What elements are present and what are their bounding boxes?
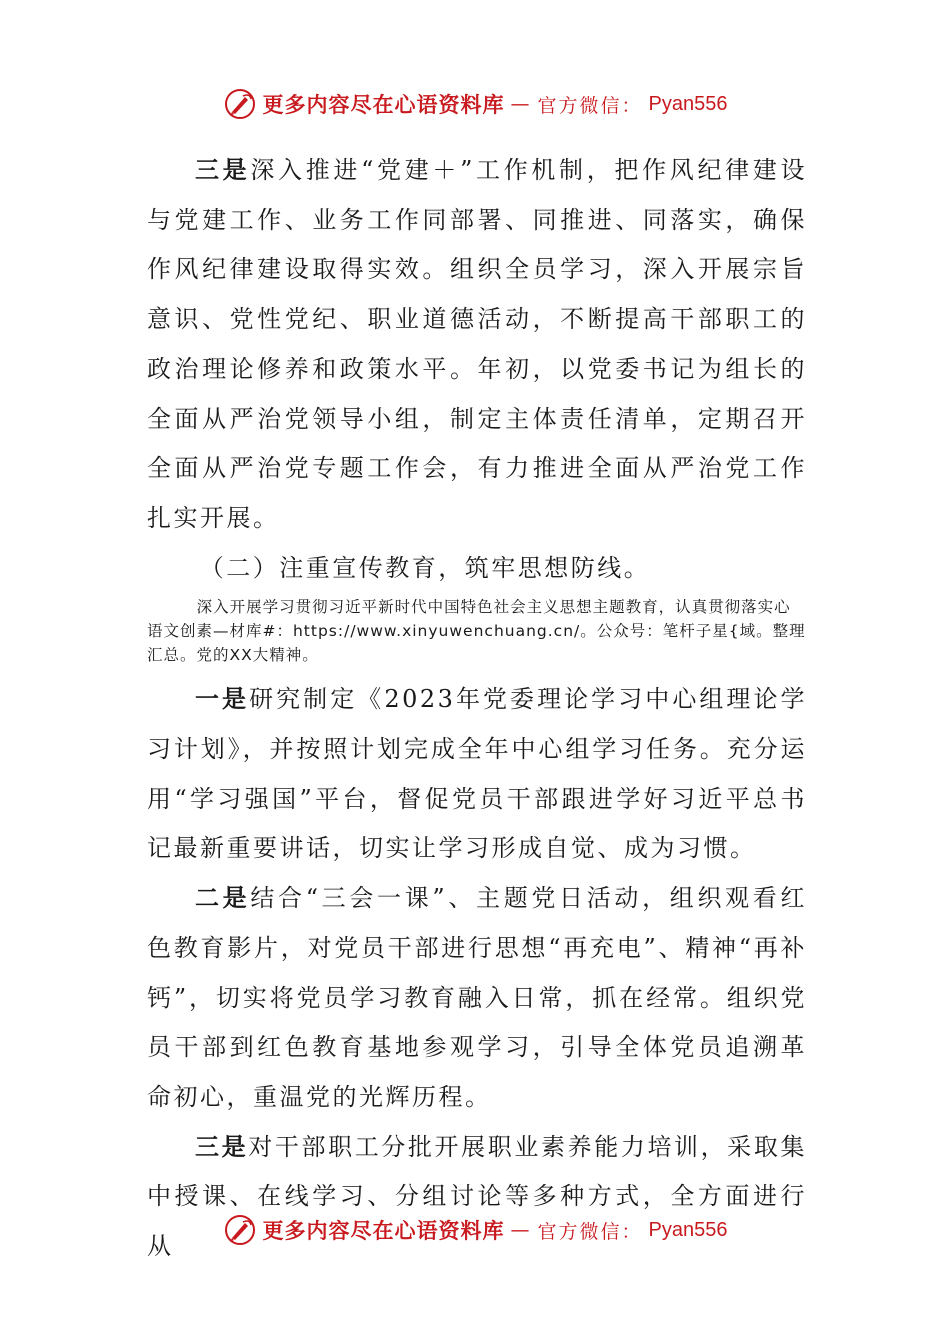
paragraph-2 <box>147 675 807 874</box>
footer-watermark <box>0 1210 950 1250</box>
section-heading: （二）注重宣传教育，筑牢思想防线。 <box>199 553 651 582</box>
watermark-brand: 更多内容尽在心语资料库 <box>262 92 505 117</box>
paragraph-3-lead: 二是 <box>195 884 251 913</box>
paragraph-4-text: 对干部职工分批开展职业素养能力培训，采取集中授课、在线学习、分组讨论等多种方式，全方面进行从 <box>147 1132 808 1261</box>
watermark-official-label: 官方微信： <box>537 1220 643 1243</box>
paragraph-4-lead: 三是 <box>195 1132 249 1161</box>
paragraph-1-lead: 三是 <box>195 156 251 184</box>
paragraph-2-lead: 一是 <box>195 685 250 714</box>
pen-nib-logo-icon <box>223 1213 257 1247</box>
pen-nib-logo-icon <box>223 87 257 121</box>
watermark-dash: — <box>510 1219 532 1241</box>
watermark-official-label: 官方微信： <box>537 94 643 117</box>
paragraph-2-text: 研究制定《2023年党委理论学习中心组理论学习计划》，并按照计划完成全年中心组学习任务。充分运用“学习强国”平台，督促党员干部跟进学好习近平总书记最新重要讲话，切实让学习形成自觉、成为习惯。 <box>147 685 808 863</box>
watermark-dash: — <box>510 93 532 115</box>
paragraph-1 <box>147 146 807 544</box>
paragraph-1-text: 深入推进“党建＋”工作机制，把作风纪律建设与党建工作、业务工作同部署、同推进、同落实，确保作风纪律建设取得实效。组织全员学习，深入开展宗旨意识、党性党纪、职业道德活动，不断提高干部职工的政治理论修养和政策水平。年初，以党委书记为组长的全面从严治党领导小组，制定主体责任清单，定期召开全面从严治党专题工作会，有力推进全面从严治党工作扎实开展。 <box>147 156 807 532</box>
watermark-wechat-id: Pyan556 <box>648 1218 728 1241</box>
inserted-note: 深入开展学习贯彻习近平新时代中国特色社会主义思想主题教育，认真贯彻落实心语文创素—材库#：https://www.xinyuwenchuang.cn/。公众号：笔杆子星{域。整理汇总。党的XX大精神。 <box>147 598 806 665</box>
watermark-wechat-id: Pyan556 <box>648 92 728 115</box>
paragraph-3-text: 结合“三会一课”、主题党日活动，组织观看红色教育影片，对党员干部进行思想“再充电”、精神“再补钙”，切实将党员学习教育融入日常，抓在经常。组织党员干部到红色教育基地参观学习，引导全体党员追溯革命初心，重温党的光辉历程。 <box>147 884 807 1111</box>
watermark-brand: 更多内容尽在心语资料库 <box>262 1218 505 1243</box>
header-watermark <box>0 84 950 124</box>
paragraph-3 <box>147 874 807 1123</box>
document-body <box>147 146 807 1272</box>
